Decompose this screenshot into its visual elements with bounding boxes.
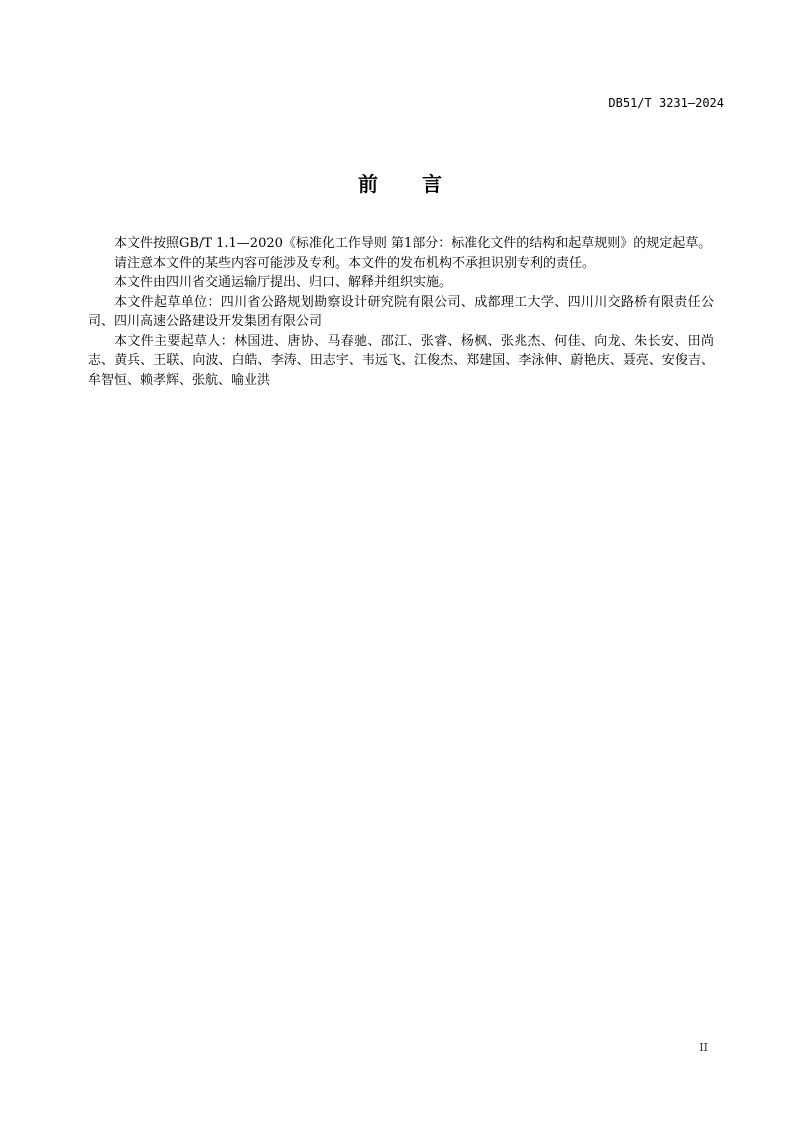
paragraph-drafting-units: 本文件起草单位：四川省公路规划勘察设计研究院有限公司、成都理工大学、四川川交路桥有限责任公司、四川高速公路建设开发集团有限公司 [88,294,714,329]
paragraph-drafters: 本文件主要起草人：林国进、唐协、马春驰、邵江、张睿、杨枫、张兆杰、何佳、向龙、朱长安、田尚志、黄兵、王联、向波、白皓、李涛、田志宇、韦远飞、江俊杰、郑建国、李泳伸、蔚艳庆、聂亮、安俊吉、牟智恒、赖孝辉、张航、喻业洪 [88,333,714,388]
paragraph-proposer: 本文件由四川省交通运输厅提出、归口、解释并组织实施。 [114,275,453,290]
page-title [0,168,800,197]
paragraph-patent-notice: 请注意本文件的某些内容可能涉及专利。本文件的发布机构不承担识别专利的责任。 [114,255,596,271]
standard-code: DB51/T 3231—2024 [608,96,724,110]
page-number: II [699,1041,708,1054]
title-char-1: 前 [358,172,378,196]
title-char-2: 言 [422,172,442,196]
foreword-body [88,234,714,390]
paragraph-standard-basis: 本文件按照GB/T 1.1—2020《标准化工作导则 第1部分：标准化文件的结构和起草规则》的规定起草。 [114,236,712,251]
